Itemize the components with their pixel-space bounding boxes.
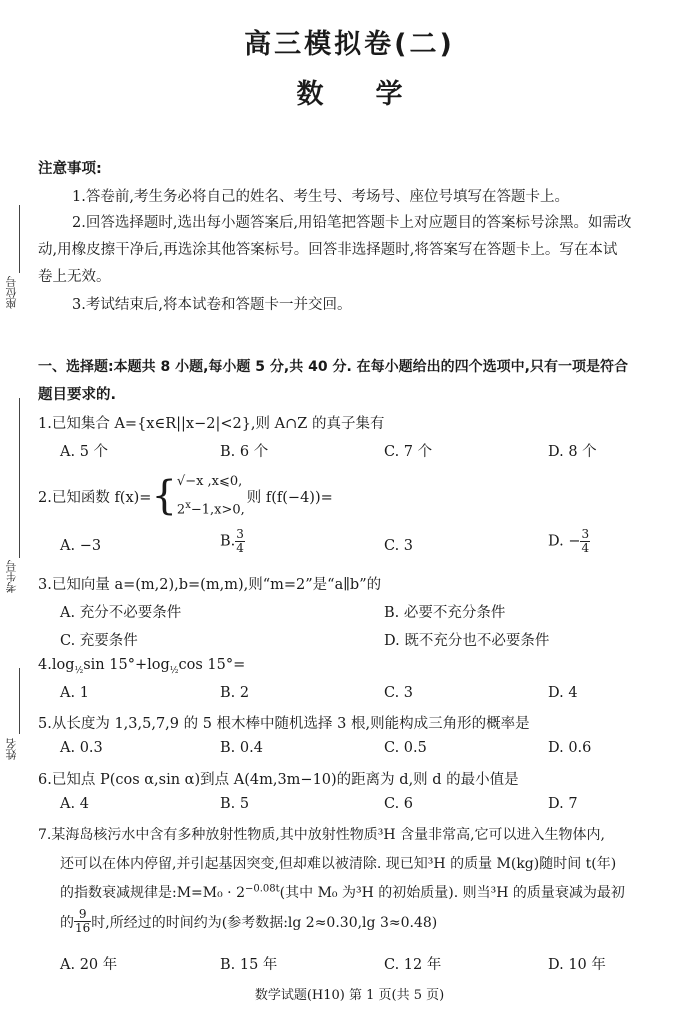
q7-option-a: A. 20 年 — [60, 957, 118, 973]
q4-stem-p2: sin 15°+log — [83, 657, 170, 673]
q2-d-den: 4 — [581, 541, 590, 555]
q7-line-3-pre: 的指数衰减规律是:M=M₀ · 2 — [60, 885, 245, 901]
q7-option-d: D. 10 年 — [548, 957, 606, 973]
q4-base-2: ½ — [169, 665, 179, 676]
q5-stem: 5.从长度为 1,3,5,7,9 的 5 根木棒中随机选择 3 根,则能构成三角形的概率是 — [38, 716, 530, 732]
q2-case-2-exp: x — [185, 500, 191, 511]
q2-stem — [38, 470, 333, 522]
q6-stem: 6.已知点 P(cos α,sin α)到点 A(4m,3m−10)的距离为 d,则 d 的最小值是 — [38, 772, 519, 788]
q5-option-d: D. 0.6 — [548, 740, 592, 756]
q1-option-b: B. 6 个 — [220, 444, 269, 460]
subject-title — [0, 72, 699, 111]
subject-char-1: 数 — [296, 79, 324, 110]
q4-option-d: D. 4 — [548, 685, 578, 701]
page-footer: 数学试题(H10) 第 1 页(共 5 页) — [254, 988, 445, 1003]
q3-option-c: C. 充要条件 — [60, 633, 138, 649]
q4-option-a: A. 1 — [60, 685, 89, 701]
q7-line-4-post: 时,所经过的时间约为(参考数据:lg 2≈0.30,lg 3≈0.48) — [91, 914, 438, 931]
q7-exponent: −0.08t — [245, 883, 280, 895]
q4-option-c: C. 3 — [384, 685, 414, 701]
q2-option-a: A. −3 — [60, 538, 102, 554]
q4-stem-p1: 4.log — [38, 657, 75, 673]
q6-option-c: C. 6 — [384, 796, 414, 812]
q1-option-a: A. 5 个 — [60, 444, 109, 460]
q2-brace: { — [151, 473, 177, 520]
q2-case-2-rest: −1,x>0, — [190, 502, 245, 518]
name-line — [19, 668, 20, 734]
q2-case-1: √−x ,x⩽0, — [176, 474, 243, 489]
q5-option-b: B. 0.4 — [220, 740, 263, 756]
q2-option-d — [548, 528, 590, 555]
q7-line-4 — [60, 908, 437, 935]
q6-option-d: D. 7 — [548, 796, 578, 812]
notice-item-2-cont: 动,用橡皮擦干净后,再选涂其他答案标号。回答非选择题时,将答案写在答题卡上。写在本试 — [38, 242, 618, 258]
q2-b-den: 4 — [236, 541, 244, 555]
seat-line — [19, 205, 20, 273]
notice-item-2: 2.回答选择题时,选出每小题答案后,用铅笔把答题卡上对应题目的答案标号涂黑。如需改 — [72, 215, 632, 231]
section-heading: 一、选择题:本题共 8 小题,每小题 5 分,共 40 分. 在每小题给出的四个选项中,只有一项是符合 — [38, 359, 628, 375]
q3-option-a: A. 充分不必要条件 — [60, 605, 182, 621]
q5-option-a: A. 0.3 — [60, 740, 103, 756]
q1-option-d: D. 8 个 — [548, 444, 597, 460]
q1-option-c: C. 7 个 — [384, 444, 433, 460]
q2-option-c: C. 3 — [384, 538, 414, 554]
q7-line-1: 7.某海岛核污水中含有多种放射性物质,其中放射性物质³H 含量非常高,它可以进入生物体内, — [38, 827, 605, 843]
q2-cases — [177, 470, 245, 522]
q3-option-d: D. 既不充分也不必要条件 — [384, 633, 550, 649]
q3-stem: 3.已知向量 a=(m,2),b=(m,m),则“m=2”是“a∥b”的 — [38, 577, 382, 593]
q2-option-b-frac — [235, 528, 245, 555]
q7-option-c: C. 12 年 — [384, 957, 442, 973]
q7-line-2: 还可以在体内停留,并引起基因突变,但却难以被清除. 现已知³H 的质量 M(kg)随时间 t(年) — [60, 856, 617, 872]
q2-option-b — [220, 528, 245, 555]
q2-option-b-label: B. — [220, 533, 236, 550]
q2-option-d-label: D. − — [548, 533, 581, 550]
q7-option-b: B. 15 年 — [220, 957, 278, 973]
section-heading-cont: 题目要求的. — [38, 387, 117, 403]
q6-option-a: A. 4 — [60, 796, 89, 812]
q2-stem-pre: 2.已知函数 f(x)= — [38, 489, 152, 506]
notice-item-2-cont2: 卷上无效。 — [38, 269, 111, 285]
notice-item-1: 1.答卷前,考生务必将自己的姓名、考生号、考场号、座位号填写在答题卡上。 — [72, 189, 569, 205]
q7-line-3-post: (其中 M₀ 为³H 的初始质量). 则当³H 的质量衰减为最初 — [279, 885, 625, 901]
q7-line-3 — [60, 882, 625, 902]
notice-heading: 注意事项: — [38, 161, 102, 177]
notice-item-3: 3.考试结束后,将本试卷和答题卡一并交回。 — [72, 297, 352, 313]
q7-line-4-pre: 的 — [60, 914, 74, 931]
q4-option-b: B. 2 — [220, 685, 250, 701]
q5-option-c: C. 0.5 — [384, 740, 427, 756]
sidebar-exam-no-label: 考生号 — [5, 560, 18, 593]
q2-case-2-base: 2 — [176, 502, 186, 518]
q7-fraction — [74, 908, 91, 935]
q6-option-b: B. 5 — [220, 796, 250, 812]
q4-stem-p3: cos 15°= — [178, 657, 246, 673]
q3-option-b: B. 必要不充分条件 — [384, 605, 506, 621]
q4-stem — [38, 657, 245, 676]
exam-no-line — [19, 398, 20, 558]
exam-title: 高三模拟卷(二) — [244, 29, 455, 60]
q1-stem: 1.已知集合 A={x∈R||x−2|<2},则 A∩Z 的真子集有 — [38, 416, 385, 432]
sidebar-name-label: 姓名 — [5, 738, 18, 760]
q2-b-num: 3 — [236, 527, 244, 541]
subject-char-2: 学 — [375, 79, 403, 110]
q7-frac-den: 16 — [75, 921, 91, 935]
q2-stem-post: 则 f(f(−4))= — [246, 489, 333, 506]
q7-frac-num: 9 — [74, 908, 91, 922]
q4-base-1: ½ — [74, 665, 84, 676]
q2-d-num: 3 — [581, 527, 590, 541]
sidebar-seat-label: 座位号 — [5, 276, 18, 309]
q2-case-2 — [177, 494, 245, 522]
q2-option-d-frac — [580, 528, 590, 555]
